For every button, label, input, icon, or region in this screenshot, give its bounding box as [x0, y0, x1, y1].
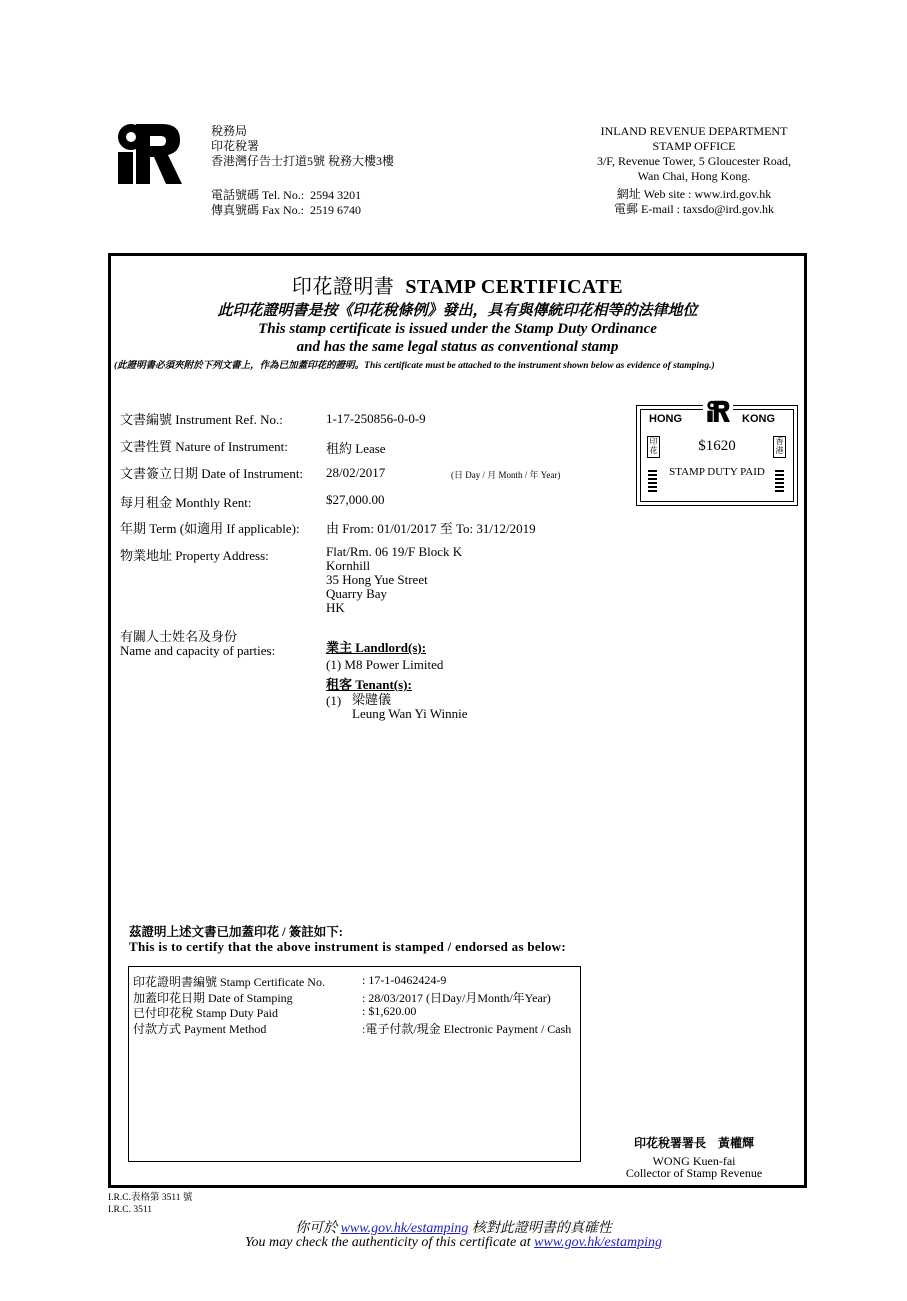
footer-en [0, 1235, 907, 1251]
stamp-left-ornament [648, 470, 657, 494]
tel-label: 電話號碼 Tel. No.: [211, 188, 305, 202]
stamp-left-seal: 印花 [647, 436, 660, 458]
cert-no-label: 印花證明書編號 Stamp Certificate No. [133, 975, 325, 989]
certificate-subtitle [108, 302, 807, 356]
subtitle-en-2: and has the same legal status as conventional stamp [296, 339, 619, 355]
rent-value: $27,000.00 [326, 492, 385, 507]
stamp-kong: KONG [742, 413, 775, 425]
estamping-link[interactable]: www.gov.hk/estamping [340, 1221, 469, 1236]
footer-zh [0, 1217, 907, 1237]
header-phone [211, 188, 361, 218]
stamp-amount: $1620 [698, 438, 736, 454]
header-left [211, 124, 394, 169]
title-zh: 印花證明書 [291, 276, 395, 298]
date-value: 28/02/2017 [326, 465, 386, 480]
stamp-right-seal: 香港 [773, 436, 786, 458]
signatory-title-en: Collector of Stamp Revenue [625, 1166, 763, 1180]
signatory-name: WONG Kuen-fai [652, 1154, 736, 1168]
payment-method-label: 付款方式 Payment Method [133, 1022, 267, 1036]
stamping-date-value: : 28/03/2017 (日Day/月Month/年Year) [362, 991, 551, 1005]
title-en: STAMP CERTIFICATE [405, 276, 624, 298]
date-format: (日 Day / 月 Month / 年 Year) [451, 470, 561, 480]
ird-logo-icon [114, 122, 182, 184]
stamp-hong: HONG [649, 413, 682, 425]
address-label: 物業地址 Property Address: [120, 548, 269, 563]
tenant-name-en: Leung Wan Yi Winnie [352, 706, 468, 721]
header-office-en: STAMP OFFICE [652, 139, 736, 153]
header-website: 網址 Web site : www.ird.gov.hk [616, 187, 772, 201]
stamp-right-ornament [775, 470, 784, 494]
footer-zh-post: 核對此證明書的真確性 [471, 1221, 612, 1236]
header-address-zh: 香港灣仔告士打道5號 稅務大樓3樓 [211, 154, 395, 168]
nature-label: 文書性質 Nature of Instrument: [120, 439, 288, 454]
address-line: Quarry Bay [326, 586, 388, 601]
address-line: Kornhill [326, 558, 371, 573]
header-address-en-2: Wan Chai, Hong Kong. [637, 169, 751, 183]
stamp-caption: STAMP DUTY PAID [669, 466, 765, 478]
certify-zh: 茲證明上述文書已加蓋印花 / 簽註如下: [129, 925, 343, 939]
form-number-en: I.R.C. 3511 [108, 1205, 152, 1215]
fax-label: 傳真號碼 Fax No.: [211, 203, 305, 217]
duty-paid-value: : $1,620.00 [362, 1004, 417, 1018]
duty-paid-label: 已付印花稅 Stamp Duty Paid [133, 1006, 279, 1020]
header-email: 電郵 E-mail : taxsdo@ird.gov.hk [614, 202, 774, 216]
attachment-note: (此證明書必須夾附於下列文書上，作為已加蓋印花的證明。This certificate must be attached to the instrument shown below as evidence of stamping.) [114, 361, 715, 371]
footer-en-pre: You may check the authenticity of this certificate at [245, 1235, 531, 1250]
stamping-date-label: 加蓋印花日期 Date of Stamping [133, 991, 293, 1005]
header-dept-en: INLAND REVENUE DEPARTMENT [600, 124, 788, 138]
tenant-name-zh: 梁韙儀 [352, 692, 392, 707]
form-number [108, 1192, 192, 1216]
rent-label: 每月租金 Monthly Rent: [120, 495, 252, 510]
landlord-label: 業主 Landlord(s): [326, 640, 427, 655]
header-address-en-1: 3/F, Revenue Tower, 5 Gloucester Road, [596, 154, 792, 168]
tenant-num: (1) [326, 693, 342, 708]
parties-label [120, 630, 275, 658]
subtitle-zh: 此印花證明書是按《印花稅條例》發出，具有與傳統印花相等的法律地位 [217, 303, 698, 319]
stamp-ir-logo [703, 400, 733, 422]
subtitle-en-1: This stamp certificate is issued under the Stamp Duty Ordinance [258, 321, 657, 337]
estamping-link-en[interactable]: www.gov.hk/estamping [534, 1235, 662, 1250]
landlord-line: (1) M8 Power Limited [326, 657, 444, 672]
footer-zh-pre: 你可於 [295, 1221, 338, 1236]
term-value: 由 From: 01/01/2017 至 To: 31/12/2019 [326, 521, 536, 536]
date-label: 文書簽立日期 Date of Instrument: [120, 466, 304, 481]
signatory-title-zh: 印花稅署署長 黃權輝 [633, 1136, 754, 1150]
address-block [326, 545, 462, 615]
tenant-label: 租客 Tenant(s): [326, 677, 412, 692]
stamp-logo-icon [703, 400, 733, 422]
header-right [584, 124, 804, 217]
payment-method-value: :電子付款/現金 Electronic Payment / Cash [362, 1022, 572, 1036]
parties-label-en: Name and capacity of parties: [120, 643, 276, 658]
address-line: Flat/Rm. 06 19/F Block K [326, 544, 463, 559]
address-line: 35 Hong Yue Street [326, 572, 428, 587]
stamp-duty-paid-box [636, 405, 798, 506]
term-label: 年期 Term (如適用 If applicable): [120, 521, 300, 536]
certificate-title [108, 270, 807, 299]
fax-value: 2519 6740 [310, 203, 362, 217]
cert-no-value: : 17-1-0462424-9 [362, 973, 447, 987]
tenant-name [352, 693, 468, 721]
form-number-zh: I.R.C.表格第 3511 號 [108, 1193, 193, 1203]
parties-label-zh: 有關人士姓名及身份 [120, 629, 238, 644]
nature-value: 租約 Lease [326, 441, 386, 456]
header-office-zh: 印花稅署 [211, 139, 260, 153]
tel-value: 2594 3201 [310, 188, 362, 202]
ref-value: 1-17-250856-0-0-9 [326, 411, 426, 426]
header-dept-zh: 稅務局 [211, 124, 248, 138]
ird-logo [114, 122, 182, 184]
address-line: HK [326, 600, 345, 615]
certify-en: This is to certify that the above instrument is stamped / endorsed as below: [129, 939, 566, 954]
ref-label: 文書編號 Instrument Ref. No.: [120, 412, 283, 427]
